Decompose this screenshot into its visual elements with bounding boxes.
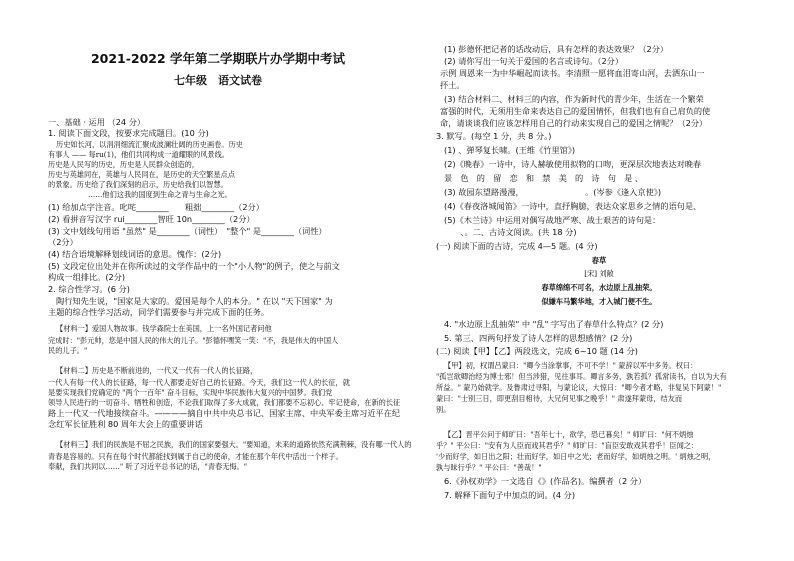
example-answer: 示例 周恩来一为中华崛起而读书。李清照一愿将血泪寄山河，去洒东山一 [440, 68, 705, 78]
question-r3-cont: 富强的时代，无须用生命来表达自己的爱国情怀，但我们也有自己肩负的使 [440, 106, 711, 116]
question-1-3-score: （2分） [48, 237, 78, 247]
passage-line: ……他们这我的国度到生命之青与生命之光。 [88, 190, 232, 199]
question-1-5: (5) 文段定位出处并在你所读过的文学作品中的一个"小人物"的例子，使之与前文 [48, 261, 340, 271]
dictation-2: (2)《晚春》一诗中，诗人赫敏使用拟物的口吻，更深层次地表达对晚春 [444, 159, 702, 169]
dictation-4: (4)《春夜洛城闻笛》一诗中，直抒胸臆，表达众家思乡之情的语句是、 [444, 201, 702, 211]
passage-jia-line: 【甲】初，权谓吕蒙曰："卿今当涂掌事，不可不学！" 蒙辞以军中多务。权曰： [444, 361, 698, 370]
material-2-line: 路上一代又一代地接续奋斗。————摘自中共中央总书记、国家主席、中央军委主席习近平在纪 [48, 408, 401, 418]
dictation-3: (3) 故园东望路漫漫， 。(岑参《逢入京使》) [444, 187, 662, 197]
section-heading: 一、基础 · 运用 （24 分） [48, 117, 146, 127]
question-1: 1. 阅读下面文段，按要求完成题目。(10 分) [48, 128, 209, 138]
question-r3-cont: 命，请谈谈我们应该怎样用自己的行动来实现自己的爱国之情呢？（2分） [440, 118, 708, 128]
material-1-heading: 【材料一】爱国人物故事。钱学森院士在美国，上一名外国记者问他 [56, 324, 272, 333]
poem-line: 似嫌车马繁华地，才入城门便不生。 [541, 297, 657, 306]
passage-jia-line: 别。 [436, 405, 451, 414]
material-2-line: 领导人民进行的一切奋斗、牺牲和创造，不论我们取得了多大成就，我们都要不忘初心、牢记使命，在新的长征 [48, 398, 401, 407]
reading-1-heading: (一) 阅读下面的古诗，完成 4—5 题。(4 分) [436, 241, 598, 251]
section-2-heading: 、。二、古诗文阅读。(共 18 分) [444, 227, 577, 237]
question-1-2: (2) 看拼音写汉字 rui________智旺 10n________（2分） [48, 214, 255, 224]
material-2-line: 一代人有每一代人的长征路，每一代人都要走好自己的长征路。今天，我们这一代人的长征，就 [48, 378, 350, 387]
question-7: 7. 解释下面句子中加点的词。(4 分) [444, 490, 576, 500]
question-1-4: (4) 结合语境解释划线词语的意思。愧作：(2分) [48, 249, 222, 259]
material-1-line: 民的儿子。" [48, 346, 88, 355]
question-6: 6.《孙权劝学》一文选自《》(作品名)。编撰者（2 分） [444, 476, 647, 486]
material-3-line: 奉献，我们共同以……" 听了习近平总书记的话，"青春无悔。" [48, 462, 248, 471]
question-r2: (2) 请你写出一句关于爱国的名言或诗句。（2分） [444, 56, 624, 66]
passage-line: 历史与英雄同在，英雄与人民同在，是历史的天空繁星点点 [48, 170, 235, 179]
question-r1: (1) 彭德怀把记者的话改动后，具有怎样的表达效果？（2分） [444, 44, 669, 54]
passage-line: 历史如长河，以涓涓细流汇聚成波澜壮阔的历史画卷。历史 [56, 140, 243, 149]
passage-yi-line: '少而好学，如日出之阳；壮而好学，如日中之光；老而好学，如炳烛之明。' 炳烛之明， [436, 452, 716, 461]
question-1-3: (3) 文中划线句用语 "虽然" 是________（词性） "整个" 是________（词性） [48, 226, 327, 236]
passage-yi-line: 孰与昧行乎？" 平公曰："善哉！" [436, 463, 542, 472]
passage-yi-line: 【乙】晋平公问于师旷曰："吾年七十，欲学，恐已暮矣！" 师旷曰："何不炳烛 [444, 430, 694, 439]
material-3-heading: 【材料三】我们的民族是不屈之民族，我们的国家要强大。"要知道，未来的道路依然充满荆棘，没有哪一代人的 [56, 440, 412, 449]
question-1-5-cont: 构成一组排比。(2分) [48, 272, 126, 282]
dictation-1: (1) 、弹琴复长啸。(王维《竹里馆》) [444, 145, 576, 155]
example-answer-cont: 抔土。 [440, 80, 465, 90]
question-3: 3. 默写。(每空 1 分，共 8 分。) [436, 131, 552, 141]
poem-author: [宋] 刘敞 [584, 269, 614, 278]
passage-line: 历史是人民写的历史，历史是人民群众创造的， [48, 160, 199, 169]
dictation-2-cont: 景 色 的 留 恋 和 禁 美 的 诗 句 是 、 [444, 173, 644, 183]
poem-line: 春草绵绵不可名，水边原上乱抽荣。 [541, 283, 657, 292]
question-r3: (3) 结合材料二、材料三的内容，作为新时代的青少年，生活在一个繁荣 [444, 94, 704, 104]
passage-line: 有事人 —— 每ru(1)，他们共同构成一道耀眼的风景线。 [48, 150, 229, 159]
material-3-line: 青春是容易的。只有在每个时代都能找到属于自己的使命，才能在那个年代中活出一个样子。 [48, 452, 343, 461]
dictation-5: (5)《木兰诗》中运用对偶写战地严寒、战士艰苦的诗句是： [444, 215, 661, 225]
passage-line: 的景象。历史给了我们深刻的启示，历史给我们以智慧。 [48, 180, 228, 189]
question-4: 4. "水边原上乱抽荣" 中 "乱" 字写出了春草什么特点？(2 分) [444, 319, 664, 329]
passage-jia-line: 所益。" 蒙乃始就学。及鲁肃过寻阳，与蒙论议，大惊曰："卿今者才略，非复吴下阿蒙！" [436, 383, 722, 392]
exam-subtitle: 七年级 语文试卷 [174, 74, 262, 87]
exam-title: 2021-2022 学年第二学期联片办学期中考试 [90, 51, 346, 66]
question-5: 5. 第三、四两句抒发了诗人怎样的思想感情？(2 分) [444, 333, 633, 343]
question-2-text: 主题的综合性学习活动，同学们需要参与并完成下面的任务。 [48, 307, 270, 317]
material-1-line: 完成时："彭元帅，您是中国人民的伟大的儿子。"彭德怀嘿笑一笑："不，我是伟大的中国人 [48, 336, 339, 345]
material-2-line: 是要实现我们党确定的 "两个一百年" 奋斗目标，实现中华民族伟大复兴的中国梦。我们党 [48, 388, 333, 397]
question-2: 2. 综合性学习。(6 分) [48, 284, 130, 294]
passage-yi-line: 乎？" 平公曰："安有为人臣而戏其君乎？" 师旷曰："盲臣安敢戏其君乎！臣闻之： [436, 441, 699, 450]
poem-title: 春草 [591, 256, 607, 265]
passage-jia-line: 蒙曰："士别三日，即更刮目相待，大兄何见事之晚乎！" 肃遂拜蒙母，结友而 [436, 394, 683, 403]
question-1-1: (1) 给加点字注音。叱咤________ 粗拙________（2分） [48, 202, 264, 212]
material-2-line: 念红军长征胜利 80 周年大会上的重要讲话 [48, 419, 203, 429]
reading-2-heading: (二) 阅读【甲】【乙】两段选文，完成 6~10 题 (14 分) [436, 346, 638, 356]
material-2-heading: 【材料二】历史是不断前进的，一代又一代有一代人的长征路， [56, 366, 258, 375]
passage-jia-line: "孤岂欲卿治经为博士邪！但当涉猎，见往事耳。卿言多务，孰若孤？孤常读书，自以为大有 [436, 372, 727, 381]
question-2-text: 陶行知先生说，"国家是大家的。爱国是每个人的本分。" 在以 "天下国家" 为 [56, 296, 333, 306]
